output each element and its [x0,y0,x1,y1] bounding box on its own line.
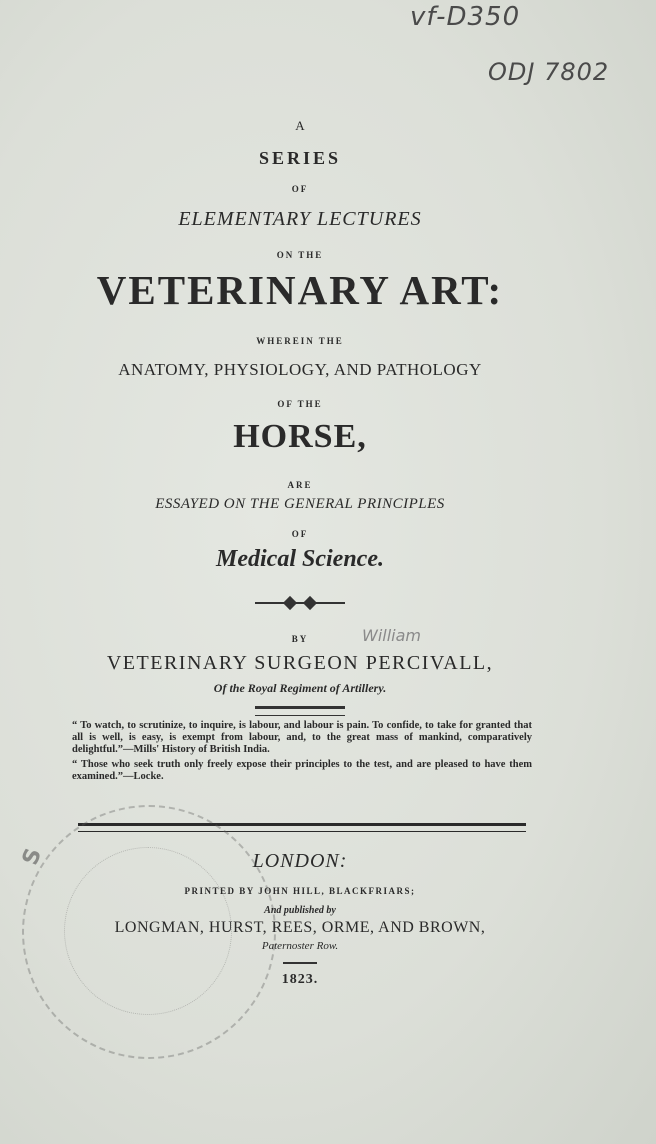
ornament-diamond-right [303,596,317,610]
byline-author: VETERINARY SURGEON PERCIVALL, [106,652,494,674]
imprint-year: 1823. [281,972,319,987]
shelfmark-2: ODJ 7802 [488,58,610,86]
byline-rank: Of the Royal Regiment of Artillery. [213,681,387,695]
title-of: OF [291,184,309,194]
title-horse: HORSE, [233,418,367,455]
title-elementary-lectures: ELEMENTARY LECTURES [178,208,422,230]
imprint-city: LONDON: [252,850,348,872]
double-rule [255,706,345,716]
library-stamp-text: S [18,841,49,869]
title-of-the: OF THE [277,399,323,409]
shelfmark-1: vf-D350 [410,2,521,32]
title-medical-science: Medical Science. [216,546,384,572]
title-on-the: ON THE [276,250,324,260]
epigraph-mills: “ To watch, to scrutinize, to inquire, is labour, and labour is pain. To confide, to take for granted that all is well, is easy, is exempt from labour, and, to the great mass of mankind, comparatively delightful.”—Mills' History of British India. [72,720,532,755]
title-subjects: ANATOMY, PHYSIOLOGY, AND PATHOLOGY [118,360,482,379]
imprint-publishers: LONGMAN, HURST, REES, ORME, AND BROWN, [114,919,486,936]
imprint-published-by: And published by [264,905,336,916]
title-series: SERIES [258,148,342,168]
imprint-printer: PRINTED BY JOHN HILL, BLACKFRIARS; [184,886,416,896]
epigraph-locke: “ Those who seek truth only freely expose their principles to the test, and are pleased to have them examined.”—Locke. [72,759,532,782]
imprint-short-rule [283,962,317,964]
title-essayed: ESSAYED ON THE GENERAL PRINCIPLES [155,496,445,512]
title-veterinary-art: VETERINARY ART: [96,267,504,313]
title-are: ARE [287,480,313,490]
ornament-rule [255,602,345,604]
epigraphs [72,720,532,786]
title-of-2: OF [291,529,309,539]
byline-by: BY [291,634,309,644]
title-wherein-the: WHEREIN THE [256,336,344,346]
handwritten-annotation: William [362,626,421,645]
ornament-diamond-left [283,596,297,610]
title-a: A [295,118,305,133]
imprint-address: Paternoster Row. [261,940,339,952]
